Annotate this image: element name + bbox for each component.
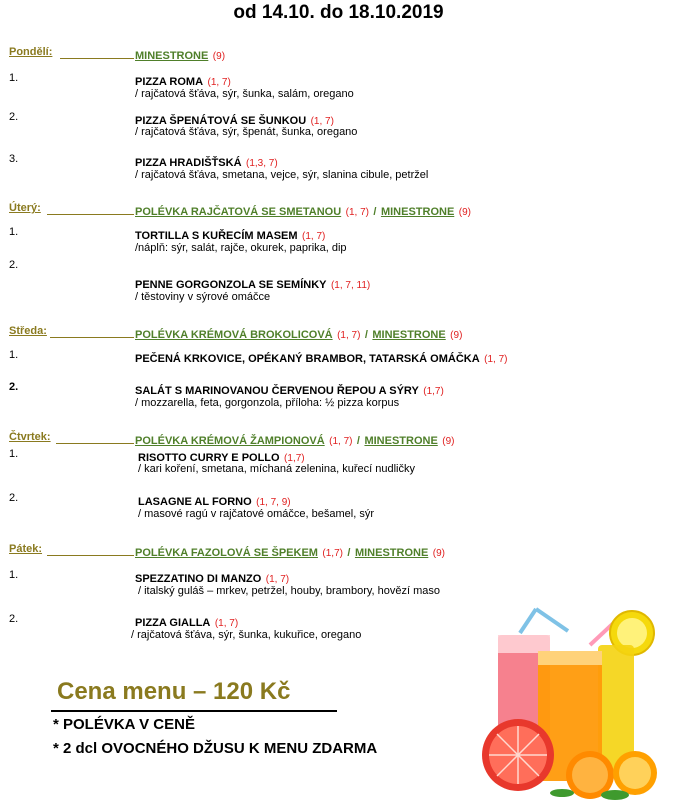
dish-description: / mozzarella, feta, gorgonzola, příloha: ½ pizza korpus [135,397,400,409]
soup-name: MINESTRONE [135,50,209,62]
day-underline [56,443,134,444]
day-label-monday: Pondělí: [9,46,53,58]
soup-line-wednesday [135,325,462,343]
dish-description: / rajčatová šťáva, smetana, vejce, sýr, slanina cibule, petržel [135,169,429,181]
soup-name: POLÉVKA KRÉMOVÁ ŽAMPIONOVÁ [135,435,325,447]
dish-allergens: (1, 7, 9) [256,497,291,508]
dish-allergens: (1,7) [423,386,444,397]
dish-name: PIZZA HRADIŠŤSKÁ [135,157,242,169]
dish-description: /náplň: sýr, salát, rajče, okurek, paprika, dip [135,242,347,254]
dish-allergens: (1, 7) [207,77,231,88]
dish-description: / kari koření, smetana, míchaná zelenina, kuřecí nudličky [138,463,415,475]
lemon-pulp [617,618,647,648]
grapefruit-segments [489,726,547,784]
dish-description: / masové ragú v rajčatové omáčce, bešamel, sýr [138,508,374,520]
dish-number: 3. [9,153,19,165]
soup-allergens: (1,7) [322,548,343,559]
day-underline [47,555,134,556]
dish-allergens: (1, 7) [302,231,326,242]
soup-allergens: (1, 7) [329,436,353,447]
dish-allergens: (1, 7) [484,354,508,365]
dish-name: PENNE GORGONZOLA SE SEMÍNKY [135,279,327,291]
juice-glasses-icon [470,605,670,800]
price-underline [51,710,337,712]
day-label-wednesday: Středa: [9,325,47,337]
soup-allergens: (9) [450,330,463,341]
soup-name: MINESTRONE [380,206,455,218]
soup-name: MINESTRONE [372,329,446,341]
dish-number: 1. [9,72,19,84]
glass-yellow [598,645,634,770]
soup-name: POLÉVKA FAZOLOVÁ SE ŠPEKEM [135,547,318,559]
soup-name: POLÉVKA RAJČATOVÁ SE SMETANOU [135,206,342,218]
day-underline [47,214,134,215]
dish-name: PIZZA ROMA [135,76,204,88]
day-underline [60,58,134,59]
glass-rim [538,651,602,665]
dish-name: TORTILLA S KUŘECÍM MASEM [135,230,298,242]
soup-name: POLÉVKA KRÉMOVÁ BROKOLICOVÁ [135,329,333,341]
soup-line-thursday [135,431,454,449]
dish-description: / těstoviny v sýrové omáčce [135,291,271,303]
dish-number: 1. [9,226,19,238]
dish-description: / rajčatová šťáva, sýr, šunka, salám, oregano [135,88,354,100]
soup-separator: / [373,206,377,218]
soup-allergens: (9) [442,436,455,447]
soup-separator: / [356,435,360,447]
day-label-friday: Pátek: [9,543,43,555]
soup-separator: / [347,547,351,559]
dish-allergens: (1, 7, 11) [330,280,371,291]
dish-number: 2. [9,111,19,123]
dish-number: 2. [9,492,19,504]
dish-number: 1. [9,448,19,460]
dish-allergens: (1,7) [284,453,305,464]
straw [536,609,568,631]
leaf [550,789,574,797]
dish-number: 2. [9,259,19,271]
soup-name: MINESTRONE [364,435,438,447]
soup-allergens: (9) [212,51,226,62]
glass-rim [498,635,550,653]
day-underline [50,337,134,338]
dish-allergens: (1,3, 7) [246,158,278,169]
dish-number: 1. [9,569,19,581]
note-soup-included: * POLÉVKA V CENĚ [53,716,195,733]
straw [520,609,536,633]
dish-name: SALÁT S MARINOVANOU ČERVENOU ŘEPOU A SÝRY [135,385,419,397]
leaf [601,790,629,800]
dish-name: PIZZA GIALLA [135,617,211,629]
soup-allergens: (1, 7) [337,330,361,341]
soup-line-monday [135,46,225,64]
menu-title: od 14.10. do 18.10.2019 [233,2,444,23]
note-free-juice: * 2 dcl OVOCNÉHO DŽUSU K MENU ZDARMA [53,740,378,757]
dish-name: RISOTTO CURRY E POLLO [138,452,280,464]
soup-separator: / [364,329,368,341]
dish-number: 1. [9,349,19,361]
dish-allergens: (1, 7) [310,116,334,127]
dish-allergens: (1, 7) [214,618,239,629]
dish-name: PEČENÁ KRKOVICE, OPÉKANÝ BRAMBOR, TATARSKÁ OMÁČKA [135,353,480,365]
dish-allergens: (1, 7) [265,574,290,585]
soup-allergens: (9) [432,548,445,559]
soup-line-tuesday [135,202,471,220]
soup-allergens: (1, 7) [345,207,369,218]
dish-description: / rajčatová šťáva, sýr, šunka, kukuřice, oregano [131,629,362,641]
soup-name: MINESTRONE [354,547,429,559]
dish-name: PIZZA ŠPENÁTOVÁ SE ŠUNKOU [135,115,307,127]
dish-name: SPEZZATINO DI MANZO [135,573,262,585]
dish-number: 2. [9,381,19,393]
dish-name: LASAGNE AL FORNO [138,496,252,508]
dish-line [135,349,507,367]
day-label-tuesday: Úterý: [9,202,41,214]
day-label-thursday: Čtvrtek: [9,431,51,443]
orange-pulp [619,757,651,789]
soup-line-friday [135,543,445,561]
dish-description: / italský guláš – mrkev, petržel, houby, brambory, hovězí maso [138,585,441,597]
orange-pulp [572,757,608,793]
dish-number: 2. [9,613,19,625]
dish-description: / rajčatová šťáva, sýr, špenát, šunka, oregano [135,126,358,138]
menu-price: Cena menu – 120 Kč [57,678,291,705]
soup-allergens: (9) [458,207,471,218]
